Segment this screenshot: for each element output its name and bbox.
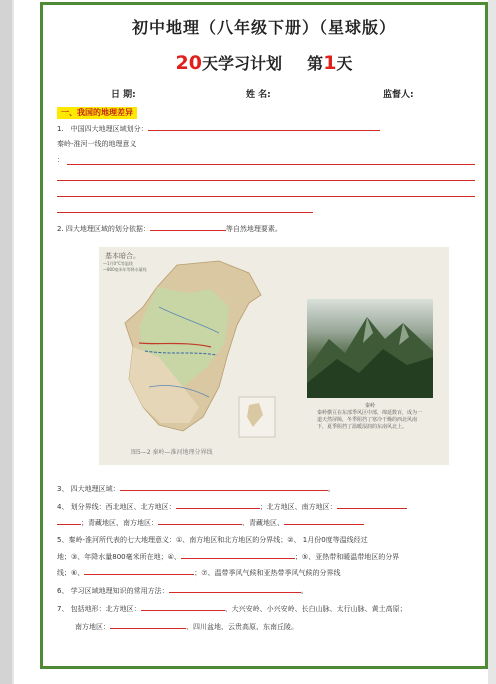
question-5-text-b: 地；③、年降水量800毫米所在地；④、 [57, 553, 181, 561]
answer-line[interactable] [57, 180, 475, 181]
answer-blank[interactable] [169, 585, 301, 593]
supervisor-label: 监督人: [383, 90, 414, 100]
answer-blank[interactable] [57, 517, 81, 525]
left-margin-bar [0, 0, 12, 684]
question-4-text-b: ；北方地区、南方地区： [259, 503, 337, 511]
answer-blank[interactable] [110, 621, 186, 629]
answer-line[interactable] [67, 164, 475, 165]
day-number: 1 [323, 52, 337, 74]
worksheet-frame [40, 2, 488, 669]
question-7-text-c: 南方地区： [75, 623, 110, 631]
day-suffix: 天 [336, 54, 353, 73]
question-5-text-c: ；⑤、亚热带和暖温带地区的分界 [294, 553, 400, 561]
answer-blank[interactable] [141, 603, 225, 611]
answer-blank[interactable] [148, 123, 380, 131]
answer-blank[interactable] [84, 567, 194, 575]
photo-caption-body: 秦岭横亘在东部季风区中部，绵延数百，成为一道天然屏障，冬季阻挡了寒冷干燥的西北风南下，夏季阻挡了温暖湿润的东南风北上。 [317, 410, 423, 430]
question-4-text-c: ；青藏地区、南方地区： [81, 519, 158, 527]
map-caption: 图5—2 秦岭—淮河地理分界线 [131, 449, 213, 456]
question-2 [57, 223, 282, 234]
question-4 [57, 501, 407, 512]
question-7 [57, 603, 407, 614]
question-2-text: 2. 四大地理区域的划分依据： [57, 225, 150, 233]
answer-blank[interactable] [337, 501, 407, 509]
answer-blank[interactable] [284, 517, 364, 525]
question-7-text-a: 7、 包括地形：北方地区： [57, 605, 141, 613]
question-5-cont2 [57, 567, 341, 578]
plan-days-text: 天学习计划 [202, 54, 283, 73]
figure-area [99, 247, 449, 465]
map-title: 基本暗合。 [105, 252, 140, 260]
question-6-end: 。 [300, 587, 308, 595]
answer-blank[interactable] [150, 223, 226, 231]
question-7-text-b: 、大兴安岭、小兴安岭、长白山脉、太行山脉、黄土高原； [224, 605, 407, 613]
day-prefix: 第 [307, 54, 324, 73]
worksheet-title: 初中地理（八年级下册）（星球版） [131, 18, 396, 37]
answer-blank[interactable] [158, 517, 242, 525]
legend-item-isotherm: —1月0°C等温线 [103, 261, 133, 266]
question-6-text: 6、 学习区域地理知识的常用方法： [57, 587, 169, 595]
question-7-cont [75, 621, 298, 632]
question-5-cont [57, 551, 399, 562]
name-label: 姓 名: [246, 90, 271, 100]
question-3 [57, 483, 335, 494]
answer-blank[interactable] [176, 501, 260, 509]
question-3-end: 。 [327, 485, 335, 493]
answer-line[interactable] [57, 212, 313, 213]
legend-item-precipitation: —800毫米年等降水量线 [103, 267, 147, 272]
question-4-cont [57, 517, 364, 528]
question-6 [57, 585, 308, 596]
section-heading: 一、我国的地理差异 [57, 107, 137, 119]
question-3-text: 3、 四大地理区域： [57, 485, 120, 493]
question-5: 5、秦岭-淮河所代表的七大地理意义：①、南方地区和北方地区的分界线；②、 1月份0度等温线经过 [57, 536, 368, 544]
question-4-text-d: 、青藏地区、 [242, 519, 284, 527]
photo-caption [307, 403, 433, 431]
qinling-photo [307, 299, 433, 398]
question-5-text-e: ；⑦、温带季风气候和亚热带季风气候的分界线 [194, 569, 341, 577]
question-1-text: 1. 中国四大地理区域划分： [57, 125, 148, 133]
plan-days-number: 20 [175, 52, 202, 74]
mountain-illustration [307, 299, 433, 398]
photo-caption-title: 秦岭 [364, 403, 375, 409]
question-1-sub: 秦岭-淮河一线的地理意义 [57, 140, 137, 148]
study-plan-heading [43, 51, 485, 74]
answer-line[interactable] [57, 196, 475, 197]
answer-blank[interactable] [120, 483, 328, 491]
question-7-text-d: 、四川盆地、云贵高原、东南丘陵。 [186, 623, 298, 631]
question-5-text-d: 线；⑥、 [57, 569, 85, 577]
question-1 [57, 123, 380, 134]
question-4-text-a: 4、 划分界线：西北地区、北方地区： [57, 503, 176, 511]
question-1-colon: ： [57, 156, 64, 164]
answer-blank[interactable] [181, 551, 295, 559]
question-2-end: 等自然地理要素。 [225, 225, 282, 233]
date-label: 日 期: [111, 90, 136, 100]
